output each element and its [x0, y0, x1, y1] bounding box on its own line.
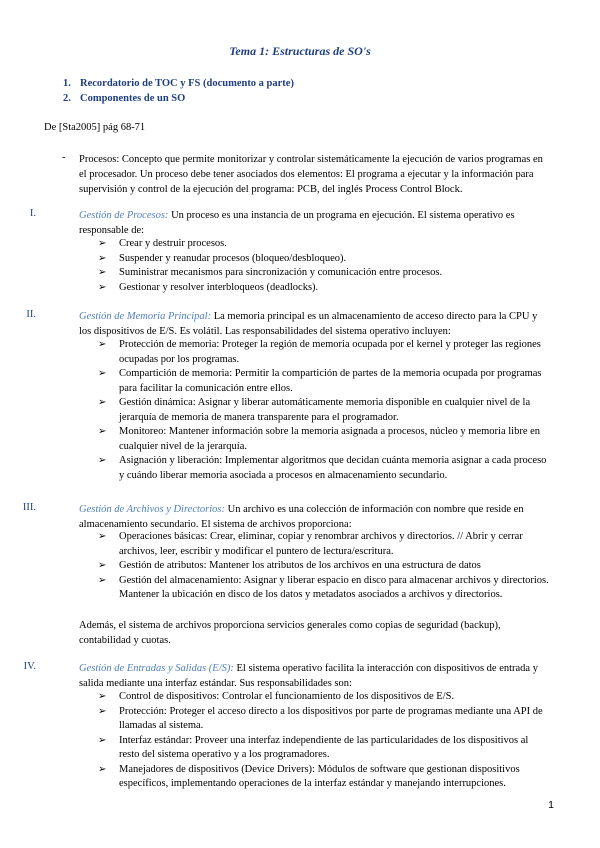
arrow-bullet-icon: ➢ — [98, 531, 107, 542]
arrow-bullet-icon: ➢ — [98, 560, 107, 571]
page-number: 1 — [548, 799, 554, 811]
list-item — [98, 454, 550, 483]
arrow-bullet-icon: ➢ — [98, 238, 107, 249]
item-number: 1. — [63, 78, 71, 89]
list-item — [98, 559, 550, 574]
section-heading: Gestión de Entradas y Salidas (E/S): — [79, 663, 234, 674]
list-item — [98, 530, 550, 559]
list-item — [98, 237, 548, 252]
list-item-text: Gestión dinámica: Asignar y liberar automáticamente memoria disponible en cualquier nivel de la jerarquía de memoria de manera transparente para el programador. — [119, 397, 531, 423]
section-intro — [79, 661, 549, 691]
list-item-text: Gestionar y resolver interbloqueos (deadlocks). — [119, 281, 319, 293]
arrow-bullet-icon: ➢ — [98, 397, 107, 408]
list-item — [98, 425, 550, 454]
list-item — [98, 574, 550, 603]
arrow-bullet-icon: ➢ — [98, 281, 107, 293]
list-item-text: Protección: Proteger el acceso directo a los dispositivos por parte de programas mediante una API de llamadas al sistema. — [119, 705, 543, 731]
item-text: Componentes de un SO — [80, 93, 186, 104]
list-item-text: Control de dispositivos: Controlar el funcionamiento de los dispositivos de E/S. — [119, 691, 455, 702]
arrow-bullet-icon: ➢ — [98, 734, 107, 746]
list-item-text: Compartición de memoria: Permitir la compartición de partes de la memoria ocupada por programas para facilitar la comunicación entre ellos. — [119, 368, 542, 394]
numbered-list — [63, 76, 294, 106]
list-item-text: Interfaz estándar: Proveer una interfaz independiente de las particularidades de los dispositivos al resto del sistema operativo y a los programadores. — [119, 734, 529, 760]
arrow-bullet-icon: ➢ — [98, 455, 107, 466]
document-title: Tema 1: Estructuras de SO's — [229, 44, 371, 58]
intro-paragraph: Procesos: Concepto que permite monitorizar y controlar sistemáticamente la ejecución de varios programas en el procesador. Un proceso debe tener asociados dos elementos: El programa a ejecutar y la información para supervisión y control de la ejecución del programa: PCB, del inglés Process Control Block. — [79, 154, 543, 195]
section-text: El sistema operativo facilita la interacción con dispositivos de entrada y salida mediante una interfaz estándar. Sus responsabilidades son: — [79, 663, 538, 689]
section-text: Un proceso es una instancia de un programa en ejecución. El sistema operativo es responsable de: — [79, 210, 515, 236]
item-number: 2. — [63, 93, 71, 104]
list-item — [98, 281, 548, 296]
list-item — [98, 690, 550, 705]
list-item — [98, 266, 548, 281]
section-heading: Gestión de Archivos y Directorios: — [79, 504, 226, 515]
list-item-text: Suministrar mecanismos para sincronización y comunicación entre procesos. — [119, 267, 443, 278]
list-item-text: Suspender y reanudar procesos (bloqueo/desbloqueo). — [119, 252, 347, 264]
list-item-text: Operaciones básicas: Crear, eliminar, copiar y renombrar archivos y directorios. // Abrir y cerrar archivos, leer, escribir y modificar el puntero de lectura/escritura. — [119, 531, 523, 557]
section-heading: Gestión de Memoria Principal: — [79, 311, 212, 322]
arrow-bullet-icon: ➢ — [98, 426, 107, 437]
section-text: Un archivo es una colección de información con nombre que reside en almacenamiento secundario. El sistema de archivos proporciona: — [79, 504, 524, 530]
section-intro — [79, 309, 549, 339]
numbered-item — [63, 76, 294, 91]
section-text: La memoria principal es un almacenamiento de acceso directo para la CPU y los dispositivos de E/S. Es volátil. Las responsabilidades del sistema operativo incluyen: — [79, 311, 538, 337]
list-item-text: Monitoreo: Mantener información sobre la memoria asignada a procesos, núcleo y memoria libre en cualquier nivel de la jerarquía. — [119, 426, 541, 452]
section-intro — [79, 208, 549, 238]
list-item-text: Manejadores de dispositivos (Device Drivers): Módulos de software que gestionan dispositivos específicos, implementando operaciones de la interfaz estándar y manejando interrupciones. — [119, 763, 520, 789]
bullet-list — [98, 338, 550, 483]
list-item — [98, 705, 550, 734]
bullet-list — [98, 690, 550, 792]
arrow-bullet-icon: ➢ — [98, 267, 107, 278]
arrow-bullet-icon: ➢ — [98, 691, 107, 702]
section-heading: Gestión de Procesos: — [79, 210, 169, 221]
section-number: I. — [29, 208, 36, 219]
list-item — [98, 367, 550, 396]
dash-marker: - — [62, 152, 66, 163]
list-item — [98, 252, 548, 267]
list-item-text: Crear y destruir procesos. — [119, 238, 227, 249]
list-item-text: Protección de memoria: Proteger la región de memoria ocupada por el kernel y proteger las regiones ocupadas por los programas. — [119, 339, 541, 365]
section-number: IV. — [23, 661, 36, 672]
section-number: III. — [22, 502, 36, 513]
list-item-text: Gestión de atributos: Mantener los atributos de los archivos en una estructura de datos — [119, 560, 481, 571]
bullet-list — [98, 530, 550, 603]
bullet-list — [98, 237, 548, 295]
arrow-bullet-icon: ➢ — [98, 705, 107, 717]
list-item-text: Gestión del almacenamiento: Asignar y liberar espacio en disco para almacenar archivos y directorios. Mantener la ubicación en disco de los datos y metadatos asociados a archivos y directorios. — [119, 574, 549, 600]
arrow-bullet-icon: ➢ — [98, 574, 107, 586]
list-item — [98, 763, 550, 792]
arrow-bullet-icon: ➢ — [98, 252, 107, 264]
item-text: Recordatorio de TOC y FS (documento a parte) — [80, 78, 294, 89]
arrow-bullet-icon: ➢ — [98, 339, 107, 350]
section-number: II. — [26, 309, 36, 320]
list-item — [98, 396, 550, 425]
source-reference: De [Sta2005] pág 68-71 — [44, 122, 146, 133]
numbered-item — [63, 91, 294, 106]
arrow-bullet-icon: ➢ — [98, 763, 107, 775]
section-footer: Además, el sistema de archivos proporciona servicios generales como copias de seguridad (backup), contabilidad y cuotas. — [79, 620, 501, 646]
section-intro — [79, 502, 549, 532]
list-item-text: Asignación y liberación: Implementar algoritmos que decidan cuánta memoria asignar a cada proceso y cuándo liberar memoria asociada a procesos en almacenamiento secundario. — [119, 455, 547, 481]
list-item — [98, 338, 550, 367]
arrow-bullet-icon: ➢ — [98, 368, 107, 379]
list-item — [98, 734, 550, 763]
